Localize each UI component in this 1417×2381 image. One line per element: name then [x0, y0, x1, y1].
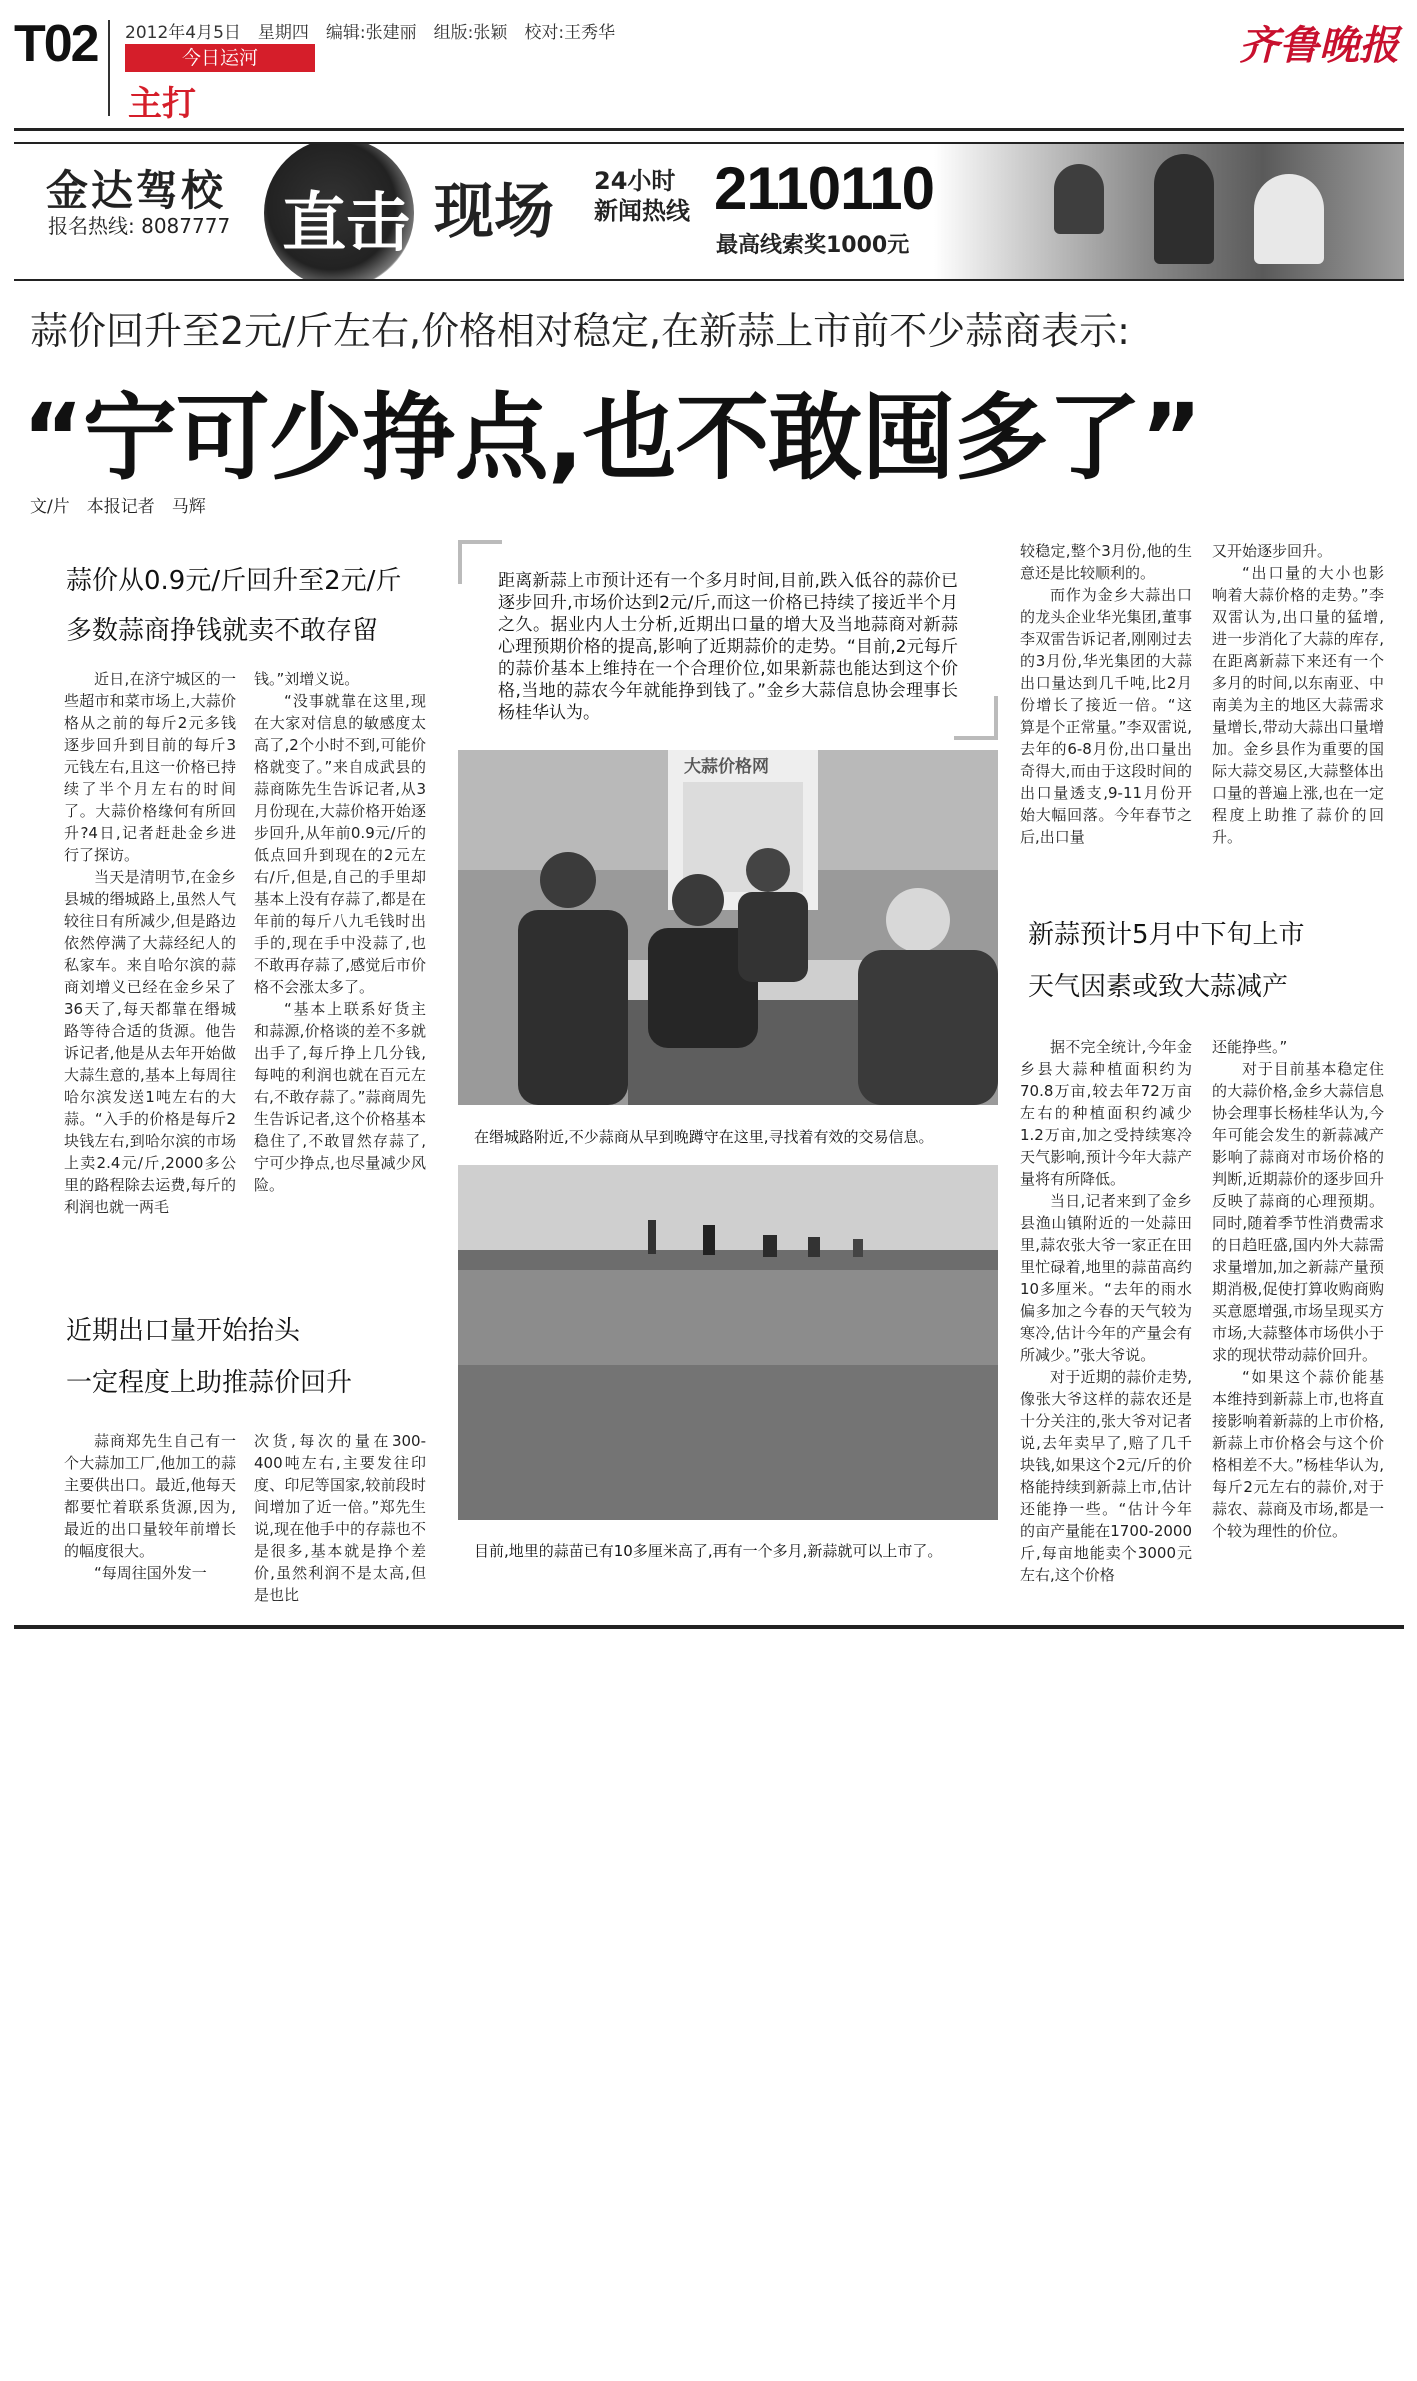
section3-subhead-2: 天气因素或致大蒜减产 — [1028, 972, 1289, 1002]
banner-photo-figure — [1254, 174, 1324, 264]
xianchang-title: 现场 — [434, 177, 554, 247]
photo-garlic-traders-illustration — [458, 750, 998, 1105]
section1-column-a — [64, 668, 236, 1288]
page-number: T02 — [14, 15, 98, 73]
article-byline: 文/片 本报记者 马辉 — [30, 497, 206, 517]
paragraph: “没事就靠在这里,现在大家对信息的敏感度太高了,2个小时不到,可能价格就变了。”来自成武县的蒜商陈先生告诉记者,从3月份现在,大蒜价格开始逐步回升,从年前0.9元/斤的低点回升到现在的2元左右/斤,但是,自己的手里却基本上没有存蒜了,都是在年前的每斤八九毛钱时出手的,现在手中没蒜了,也不敢再存蒜了,感觉后市价格不会涨太多了。 — [254, 692, 426, 996]
paragraph: “每周往国外发一 — [94, 1564, 207, 1582]
paragraph: “出口量的大小也影响着大蒜价格的走势。”李双雷认为,出口量的猛增,进一步消化了大蒜的库存,在距离新蒜下来还有一个多月的时间,以东南亚、中南美为主的地区大蒜需求量增长,带动大蒜出口量增加。金乡县作为重要的国际大蒜交易区,大蒜整体出口量的普遍上涨,也在一定程度上助推了蒜价的回升。 — [1212, 564, 1384, 846]
hotline-banner — [14, 142, 1404, 281]
driving-school-phone: 报名热线: 8087777 — [48, 214, 231, 238]
quote-bracket — [458, 540, 502, 584]
quote-bracket — [954, 696, 998, 740]
paragraph: 次货,每次的量在300-400吨左右,主要发往印度、印尼等国家,较前段时间增加了近一倍。”郑先生说,现在他手中的存蒜也不是很多,基本就是挣个差价,虽然利润不是太高,但是也比 — [254, 1432, 426, 1604]
photo2-caption: 目前,地里的蒜苗已有10多厘米高了,再有一个多月,新蒜就可以上市了。 — [474, 1542, 943, 1560]
newspaper-logo: 齐鲁晚报 — [1239, 22, 1399, 69]
pull-quote — [458, 540, 998, 740]
paragraph: “如果这个蒜价能基本维持到新蒜上市,也将直接影响着新蒜的上市价格,新蒜上市价格会与这个价格相差不大。”杨桂华认为,每斤2元左右的蒜价,对于蒜农、蒜商及市场,都是一个较为理性的价位。 — [1212, 1368, 1384, 1540]
zhiji-title: 直击 — [282, 186, 410, 261]
banner-photo-figure — [1054, 164, 1104, 234]
article-headline: “宁可少挣点,也不敢囤多了” — [22, 384, 1202, 493]
section1-column-b — [254, 668, 426, 1268]
paragraph: 蒜商郑先生自己有一个大蒜加工厂,他加工的蒜主要供出口。最近,他每天都要忙着联系货源,因为,最近的出口量较年前增长的幅度很大。 — [64, 1432, 236, 1560]
masthead-rule — [14, 128, 1404, 131]
section2-column-a — [64, 1430, 236, 1606]
section3-column-d — [1212, 1036, 1384, 1608]
paragraph: “基本上联系好货主和蒜源,价格谈的差不多就出手了,每斤挣上几分钱,每吨的利润也就在百元左右,不敢存蒜了。”蒜商周先生告诉记者,这个价格基本稳住了,不敢冒然存蒜了,宁可少挣点,也尽量减少风险。 — [254, 1000, 426, 1194]
section2-column-b — [254, 1430, 426, 1606]
paragraph: 而作为金乡大蒜出口的龙头企业华光集团,董事李双雷告诉记者,刚刚过去的3月份,华光集团的大蒜出口量达到几千吨,比2月份增长了接近一倍。“这算是个正常量。”李双雷说,去年的6-8月份,出口量出奇得大,而由于这段时间的出口量透支,9-11月份开始大幅回落。今年春节之后,出口量 — [1020, 586, 1192, 846]
page-bottom-rule — [14, 1625, 1404, 1629]
section-tab: 今日运河 — [125, 44, 315, 72]
section2-subhead-1: 近期出口量开始抬头 — [66, 1316, 301, 1346]
section3-subhead-1: 新蒜预计5月中下旬上市 — [1028, 920, 1305, 950]
paragraph: 当日,记者来到了金乡县渔山镇附近的一处蒜田里,蒜农张大爷一家正在田里忙碌着,地里的蒜苗高约10多厘米。“去年的雨水偏多加之今春的天气较为寒冷,估计今年的产量会有所减少。”张大爷说。 — [1020, 1192, 1192, 1364]
paragraph: 还能挣些。” — [1212, 1038, 1288, 1056]
hotline-reward: 最高线索奖1000元 — [716, 233, 910, 258]
dateline: 2012年4月5日 星期四 编辑:张建丽 组版:张颖 校对:王秀华 — [125, 23, 616, 43]
section-title: 主打 — [128, 84, 196, 124]
pull-quote-text: 距离新蒜上市预计还有一个多月时间,目前,跌入低谷的蒜价已逐步回升,市场价达到2元/斤,而这一价格已持续了接近半个月之久。据业内人士分析,近期出口量的增大及当地蒜商对新蒜心理预期价格的提高,影响了近期蒜价的走势。“目前,2元每斤的蒜价基本上维持在一个合理价位,如果新蒜也能达到这个价格,当地的蒜农今年就能挣到钱了。”金乡大蒜信息协会理事长杨桂华认为。 — [498, 571, 958, 723]
section1-subhead-2: 多数蒜商挣钱就卖不敢存留 — [66, 616, 379, 646]
banner-photo-figure — [1154, 154, 1214, 264]
column-d-top — [1212, 540, 1384, 900]
column-c-top — [1020, 540, 1192, 900]
paragraph: 对于目前基本稳定住的大蒜价格,金乡大蒜信息协会理事长杨桂华认为,今年可能会发生的新蒜减产影响了蒜商对市场价格的判断,近期蒜价的逐步回升反映了蒜商的心理预期。同时,随着季节性消费需求的日趋旺盛,国内外大蒜需求量增加,加之新蒜产量预期消极,促使打算收购商购买意愿增强,市场呈现买方市场,大蒜整体市场供小于求的现状带动蒜价回升。 — [1212, 1060, 1384, 1364]
paragraph: 据不完全统计,今年金乡县大蒜种植面积约为70.8万亩,较去年72万亩左右的种植面积约减少1.2万亩,加之受持续寒冷天气影响,预计今年大蒜产量将有所降低。 — [1020, 1038, 1192, 1188]
hotline-label — [594, 166, 690, 226]
photo1-caption: 在缗城路附近,不少蒜商从早到晚蹲守在这里,寻找着有效的交易信息。 — [474, 1128, 934, 1146]
article-kicker: 蒜价回升至2元/斤左右,价格相对稳定,在新蒜上市前不少蒜商表示: — [30, 309, 1130, 353]
photo-garlic-field — [458, 1165, 998, 1520]
hotline-number: 2110110 — [714, 155, 934, 222]
hotline-label-24h: 24小时 — [594, 167, 676, 195]
section1-subhead-1: 蒜价从0.9元/斤回升至2元/斤 — [66, 566, 402, 596]
paragraph: 较稳定,整个3月份,他的生意还是比较顺利的。 — [1020, 542, 1192, 582]
paragraph: 又开始逐步回升。 — [1212, 542, 1333, 560]
section3-column-c — [1020, 1036, 1192, 1608]
paragraph: 近日,在济宁城区的一些超市和菜市场上,大蒜价格从之前的每斤2元多钱逐步回升到目前的每斤3元钱左右,且这一价格已持续了半个月左右的时间了。大蒜价格缘何有所回升?4日,记者赶赴金乡进行了探访。 — [64, 670, 236, 864]
paragraph: 对于近期的蒜价走势,像张大爷这样的蒜农还是十分关注的,张大爷对记者说,去年卖早了,赔了几千块钱,如果这个2元/斤的价格能持续到新蒜上市,估计还能挣一些。“估计今年的亩产量能在1700-2000斤,每亩地能卖个3000元左右,这个价格 — [1020, 1368, 1192, 1584]
hotline-label-news: 新闻热线 — [594, 197, 690, 225]
photo1-sign: 大蒜价格网 — [684, 757, 769, 777]
photo-garlic-field-illustration — [458, 1165, 998, 1520]
section2-subhead-2: 一定程度上助推蒜价回升 — [66, 1368, 353, 1398]
masthead-divider — [108, 20, 110, 116]
paragraph: 当天是清明节,在金乡县城的缗城路上,虽然人气较往日有所减少,但是路边依然停满了大蒜经纪人的私家车。来自哈尔滨的蒜商刘增义已经在金乡呆了36天了,每天都靠在缗城路等待合适的货源。他告诉记者,他是从去年开始做大蒜生意的,基本上每周往哈尔滨发送1吨左右的大蒜。“入手的价格是每斤2块钱左右,到哈尔滨的市场上卖2.4元/斤,2000多公里的路程除去运费,每斤的利润也就一两毛 — [64, 868, 236, 1216]
driving-school-name: 金达驾校 — [46, 166, 227, 215]
paragraph: 钱。”刘增义说。 — [254, 670, 360, 688]
banner-photo — [934, 144, 1404, 279]
photo-garlic-traders — [458, 750, 998, 1105]
